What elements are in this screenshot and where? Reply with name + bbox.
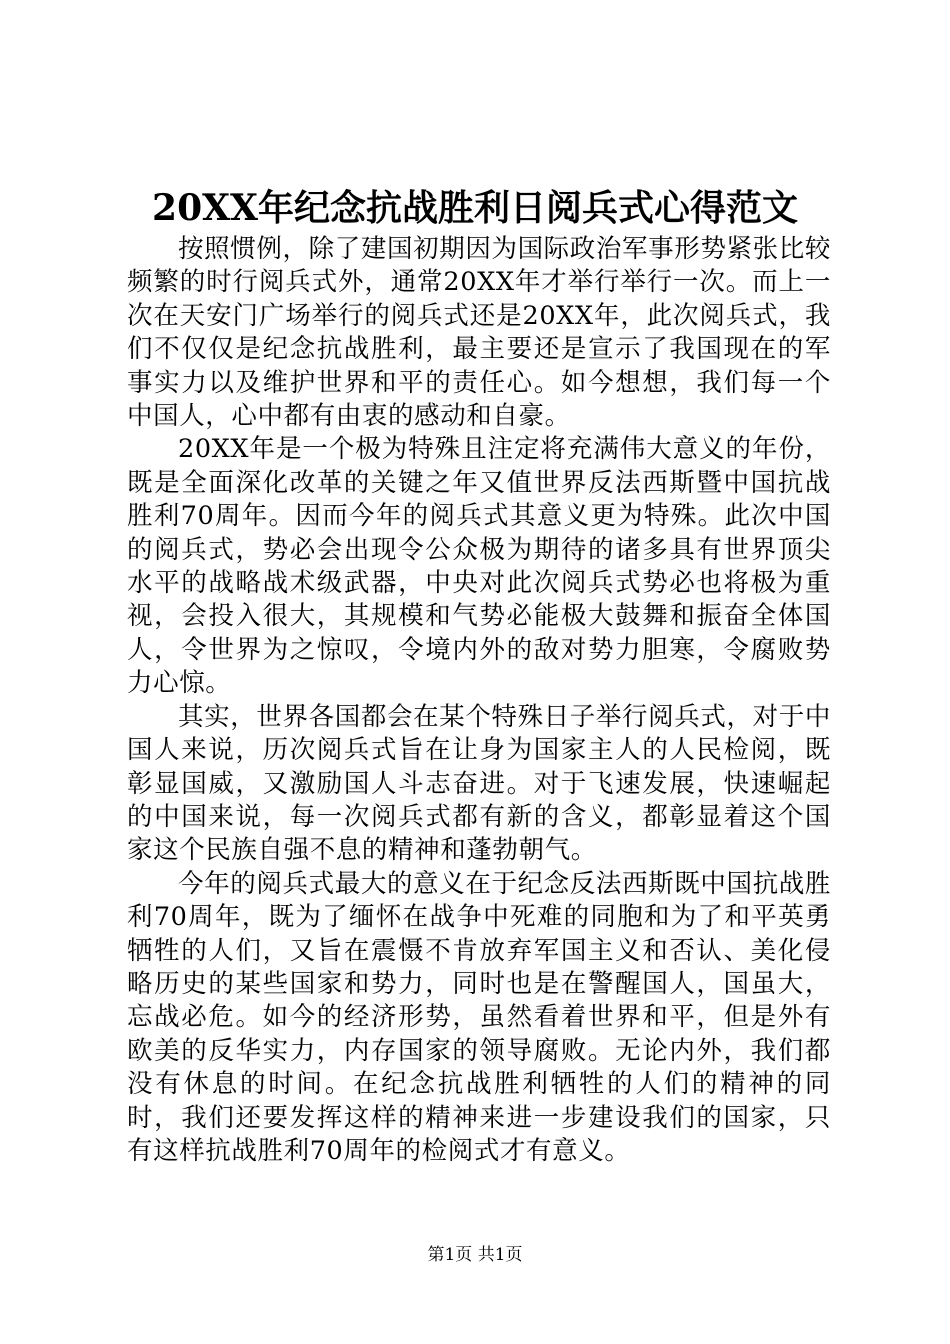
paragraph-2: 20XX年是一个极为特殊且注定将充满伟大意义的年份，既是全面深化改革的关键之年又值世界反法西斯暨中国抗战胜利70周年。因而今年的阅兵式其意义更为特殊。此次中国的阅兵式，势必会出现令公众极为期待的诸多具有世界顶尖水平的战略战术级武器，中央对此次阅兵式势必也将极为重视，会投入很大，其规模和气势必能极大鼓舞和振奋全体国人，令世界为之惊叹，令境内外的敌对势力胆寒，令腐败势力心惊。	[127, 434, 831, 699]
paragraph-1: 按照惯例，除了建国初期因为国际政治军事形势紧张比较频繁的时行阅兵式外，通常20XX年才举行举行一次。而上一次在天安门广场举行的阅兵式还是20XX年，此次阅兵式，我们不仅仅是纪念抗战胜利，最主要还是宣示了我国现在的军事实力以及维护世界和平的责任心。如今想想，我们每一个中国人，心中都有由衷的感动和自豪。	[127, 234, 831, 432]
page-footer: 第1页 共1页	[427, 1245, 523, 1265]
document-title: 20XX年纪念抗战胜利日阅兵式心得范文	[152, 187, 798, 229]
paragraph-4: 今年的阅兵式最大的意义在于纪念反法西斯既中国抗战胜利70周年，既为了缅怀在战争中死难的同胞和为了和平英勇牺牲的人们，又旨在震慑不肯放弃军国主义和否认、美化侵略历史的某些国家和势力，同时也是在警醒国人，国虽大，忘战必危。如今的经济形势，虽然看着世界和平，但是外有欧美的反华实力，内存国家的领导腐败。无论内外，我们都没有休息的时间。在纪念抗战胜利牺牲的人们的精神的同时，我们还要发挥这样的精神来进一步建设我们的国家，只有这样抗战胜利70周年的检阅式才有意义。	[127, 868, 831, 1166]
document-body	[127, 233, 831, 1168]
paragraph-3: 其实，世界各国都会在某个特殊日子举行阅兵式，对于中国人来说，历次阅兵式旨在让身为国家主人的人民检阅，既彰显国威，又激励国人斗志奋进。对于飞速发展，快速崛起的中国来说，每一次阅兵式都有新的含义，都彰显着这个国家这个民族自强不息的精神和蓬勃朝气。	[127, 701, 831, 866]
